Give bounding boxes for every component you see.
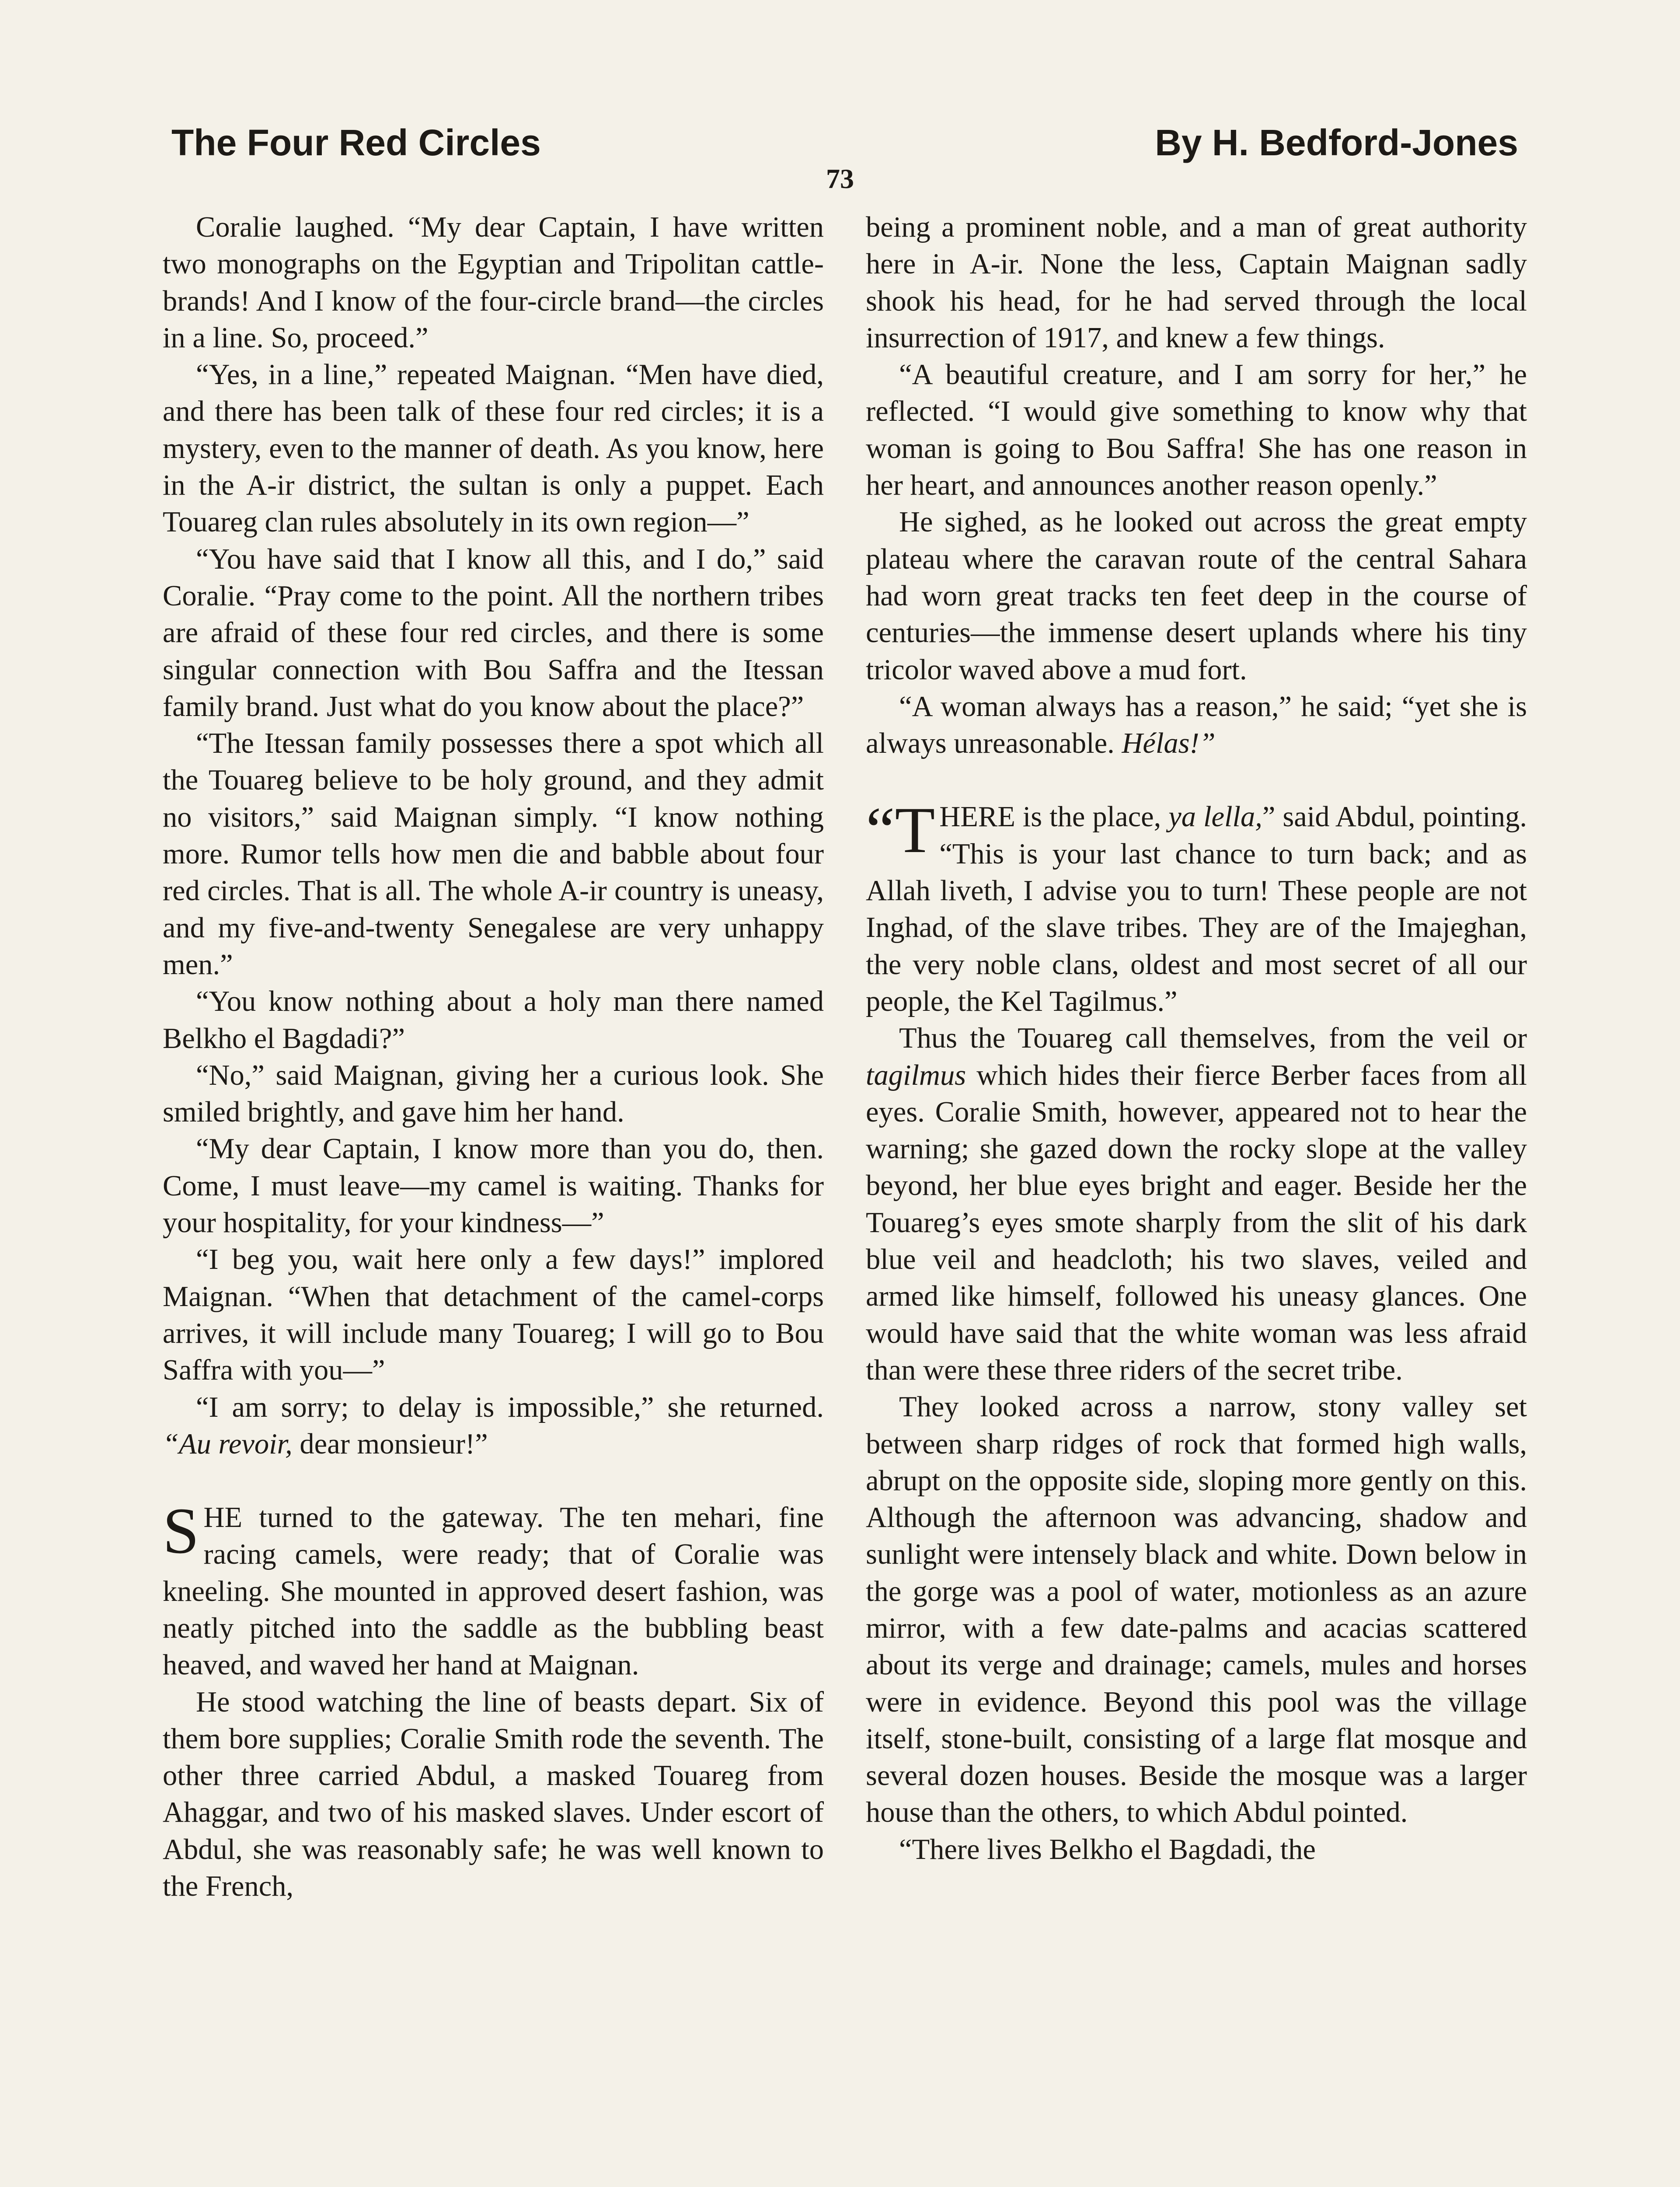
italic-phrase: Hélas!” — [1122, 727, 1216, 760]
italic-phrase: ya lella, — [1168, 801, 1262, 833]
paragraph: “You have said that I know all this, and I do,” said Coralie. “Pray come to the point. All the northern tribes are afraid of these four red circles, and there is some singular connection with Bou Saffra and the Itessan family brand. Just what do you know about the place?” — [163, 543, 824, 723]
paragraph: “A beautiful creature, and I am sorry for her,” he reflected. “I would give something to know why that woman is going to Bou Saffra! She has one reason in her heart, and announces another reason openly.” — [866, 359, 1527, 502]
paragraph: “You know nothing about a holy man there named Belkho el Bagdadi?” — [163, 985, 824, 1055]
paragraph-text: “A woman always has a reason,” he said; “yet she is always unreasonable. — [866, 690, 1527, 760]
paragraph: He sighed, as he looked out across the great empty plateau where the caravan route of the central Sahara had worn great tracks ten feet deep in the course of centuries—the immense desert uplands where his tiny tricolor waved above a mud fort. — [866, 506, 1527, 686]
paragraph: Coralie laughed. “My dear Captain, I have written two monographs on the Egyptian and Tripolitan cattle-brands! And I know of the four-circle brand—the circles in a line. So, proceed.” — [163, 211, 824, 354]
paragraph — [163, 1389, 824, 1463]
italic-phrase: tagilmus — [866, 1059, 966, 1091]
paragraph: “Yes, in a line,” repeated Maignan. “Men have died, and there has been talk of these four red circles; it is a mystery, even to the manner of death. As you know, here in the A-ir district, the sultan is only a puppet. Each Touareg clan rules absolutely in its own region—” — [163, 359, 824, 538]
left-column — [163, 209, 824, 1905]
section-opening-paragraph — [866, 794, 1527, 1020]
paragraph-text: dear monsieur!” — [292, 1428, 488, 1460]
paragraph: “No,” said Maignan, giving her a curious look. She smiled brightly, and gave him her hand. — [163, 1059, 824, 1128]
story-title: The Four Red Circles — [171, 122, 541, 163]
paragraph: “My dear Captain, I know more than you do, then. Come, I must leave—my camel is waiting. Thanks for your hospitality, for your kindness—” — [163, 1133, 824, 1239]
section-break — [866, 762, 1527, 799]
paragraph — [866, 688, 1527, 762]
page-number: 73 — [826, 163, 854, 194]
paragraph-text: Thus the Touareg call themselves, from the veil or — [899, 1022, 1527, 1055]
paragraph-text: HE turned to the gateway. The ten mehari, fine racing camels, were ready; that of Coralie was kneeling. She mounted in approved desert fashion, was neatly pitched into the saddle as the bubbling beast heaved, and waved her hand at Maignan. — [163, 1502, 824, 1681]
paragraph: being a prominent noble, and a man of great authority here in A-ir. None the less, Captain Maignan sadly shook his head, for he had served through the local insurrection of 1917, and knew a few things. — [866, 211, 1527, 354]
section-break — [163, 1463, 824, 1499]
paragraph: “There lives Belkho el Bagdadi, the — [899, 1833, 1316, 1866]
paragraph-text: “I am sorry; to delay is impossible,” she returned. — [196, 1391, 824, 1423]
italic-phrase: “Au revoir, — [163, 1428, 293, 1460]
paragraph: “The Itessan family possesses there a spot which all the Touareg believe to be holy ground, and they admit no visitors,” said Maignan simply. “I know nothing more. Rumor tells how men die and babble about four red circles. That is all. The whole A-ir country is uneasy, and my five-and-twenty Senegalese are very unhappy men.” — [163, 727, 824, 981]
drop-cap: “T — [866, 794, 935, 867]
paragraph: They looked across a narrow, stony valley set between sharp ridges of rock that formed high walls, abrupt on the opposite side, sloping more gently on this. Although the afternoon was advancing, shadow and sunlight were intensely black and white. Down below in the gorge was a pool of water, motionless as an azure mirror, with a few date-palms and acacias scattered about its verge and drainage; camels, mules and horses were in evidence. Beyond this pool was the village itself, stone-built, consisting of a large flat mosque and several dozen houses. Beside the mosque was a larger house than the others, to which Abdul pointed. — [866, 1391, 1527, 1829]
paragraph-text: ” said Abdul, pointing. “This is your last chance to turn back; and as Allah liveth, I advise you to turn! These people are not Inghad, of the slave tribes. They are of the Imajeghan, the very noble clans, oldest and most secret of all our people, the Kel Tagilmus.” — [866, 801, 1527, 1017]
section-opening-paragraph — [163, 1495, 824, 1684]
paragraph-text: HERE is the place, — [939, 801, 1169, 833]
paragraph-text: which hides their fierce Berber faces from all eyes. Coralie Smith, however, appeared not to hear the warning; she gazed down the rocky slope at the valley beyond, her blue eyes bright and eager. Beside her the Touareg’s eyes smote sharply from the slit of his dark blue veil and headcloth; his two slaves, veiled and armed like himself, followed his uneasy glances. One would have said that the white woman was less afraid than were these three riders of the secret tribe. — [866, 1059, 1527, 1386]
paragraph: He stood watching the line of beasts depart. Six of them bore supplies; Coralie Smith rode the seventh. The other three carried Abdul, a masked Touareg from Ahaggar, and two of his masked slaves. Under escort of Abdul, she was reasonably safe; he was well known to the French, — [163, 1686, 824, 1903]
paragraph — [866, 1020, 1527, 1389]
drop-cap: S — [163, 1495, 199, 1568]
paragraph: “I beg you, wait here only a few days!” implored Maignan. “When that detachment of the camel-corps arrives, it will include many Touareg; I will go to Bou Saffra with you—” — [163, 1244, 824, 1387]
author-byline: By H. Bedford-Jones — [1155, 122, 1518, 163]
right-column — [866, 209, 1527, 1868]
